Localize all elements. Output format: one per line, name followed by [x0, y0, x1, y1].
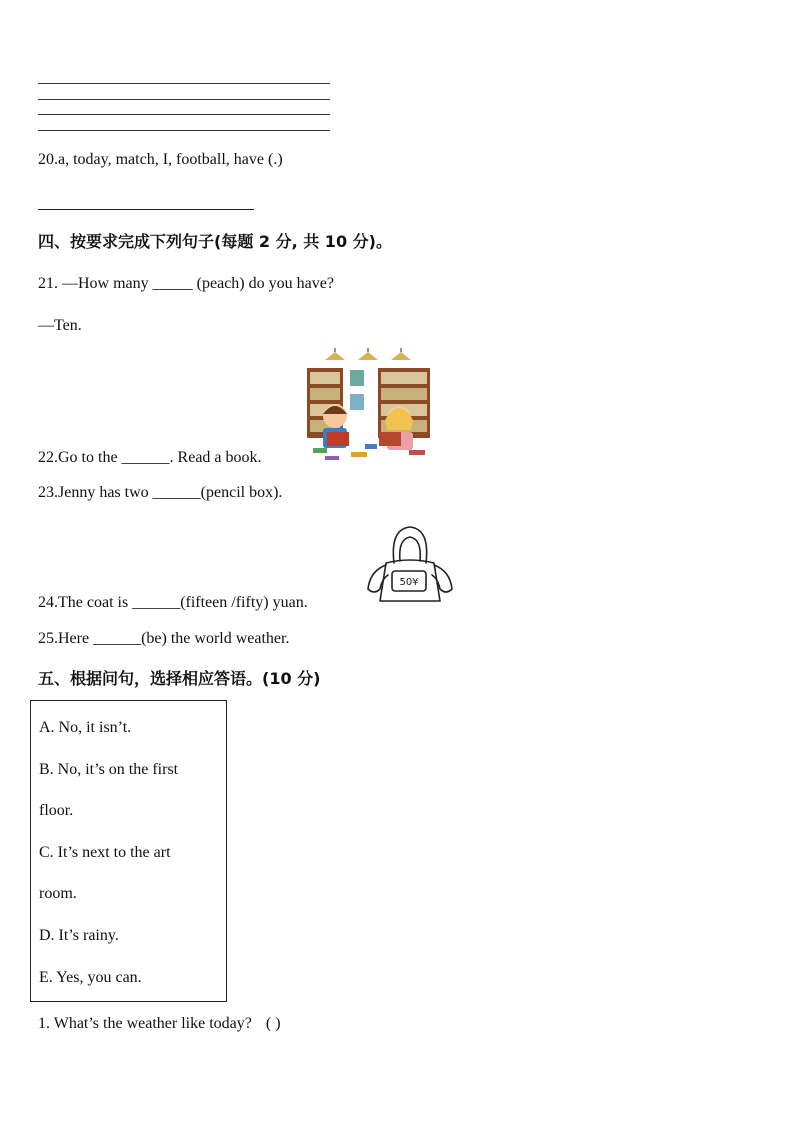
option-b-continued: floor.: [39, 802, 74, 819]
library-reading-illustration: [305, 348, 435, 464]
section-5-heading: 五、根据问句，选择相应答语。(10 分): [38, 669, 321, 688]
answer-bracket[interactable]: ( ): [265, 1015, 281, 1032]
question-number: 20.: [38, 151, 58, 168]
question-number: 21.: [38, 275, 58, 292]
price-tag-label: 50¥: [399, 577, 419, 588]
answer-options-box: [30, 700, 227, 1002]
answer-line: [38, 130, 330, 131]
question-text: Go to the ______. Read a book.: [58, 449, 262, 466]
coat-illustration: [364, 523, 456, 607]
answer-line: [38, 99, 330, 100]
answer-blank[interactable]: [38, 209, 254, 210]
option-b: B. No, it’s on the first: [39, 761, 179, 778]
question-text: —How many _____ (peach) do you have?: [62, 275, 334, 292]
question-1: [38, 1014, 281, 1034]
question-23: [38, 483, 282, 503]
option-d: D. It’s rainy.: [39, 927, 119, 944]
answer-line: [38, 114, 330, 115]
option-a: A. No, it isn’t.: [39, 719, 132, 736]
question-22: [38, 448, 262, 468]
question-text: 1. What’s the weather like today?: [38, 1015, 252, 1032]
question-number: 25.: [38, 630, 58, 647]
question-text: Here ______(be) the world weather.: [58, 630, 290, 647]
question-number: 22.: [38, 449, 58, 466]
section-4-heading: 四、按要求完成下列句子(每题 2 分, 共 10 分)。: [38, 232, 392, 251]
question-20: [38, 150, 283, 170]
question-text: The coat is ______(fifteen /fifty) yuan.: [58, 594, 308, 611]
answer-line: [38, 83, 330, 84]
question-21-answer: —Ten.: [38, 317, 82, 334]
question-24: [38, 593, 308, 613]
question-number: 24.: [38, 594, 58, 611]
question-25: [38, 629, 289, 649]
option-e: E. Yes, you can.: [39, 969, 142, 986]
question-21: [38, 274, 334, 294]
option-c: C. It’s next to the art: [39, 844, 171, 861]
question-text: Jenny has two ______(pencil box).: [58, 484, 283, 501]
option-c-continued: room.: [39, 885, 77, 902]
question-number: 23.: [38, 484, 58, 501]
lamp-icon: [325, 348, 411, 360]
question-text: a, today, match, I, football, have (.): [58, 151, 283, 168]
